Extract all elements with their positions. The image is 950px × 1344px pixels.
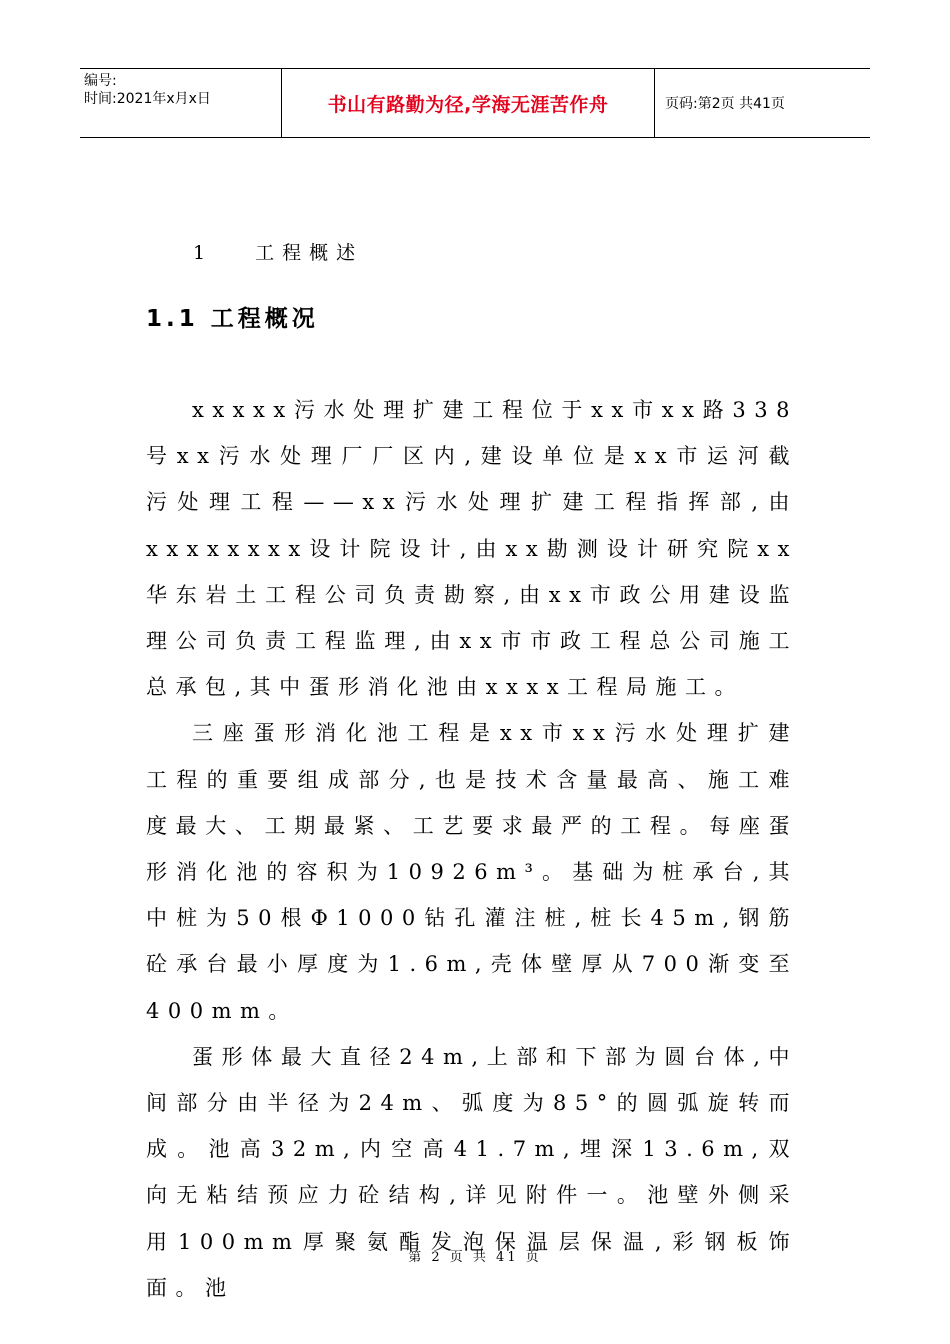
subsection-title: 1.1 工程概况 bbox=[146, 306, 319, 332]
paragraph: 蛋形体最大直径24m,上部和下部为圆台体,中间部分由半径为24m、弧度为85°的圆弧旋转而成。池高32m,内空高41.7m,埋深13.6m,双向无粘结预应力砼结构,详见附件一。池壁外侧采用100mm厚聚氨酯发泡保温层保温,彩钢板饰面。池 bbox=[146, 1044, 798, 1300]
section-title: 工程概述 bbox=[255, 242, 364, 264]
paragraph: 三座蛋形消化池工程是xx市xx污水处理扩建工程的重要组成部分,也是技术含量最高、施工难度最大、工期最紧、工艺要求最严的工程。每座蛋形消化池的容积为10926m³。基础为桩承台,其中桩为50根Φ1000钻孔灌注桩,桩长45m,钢筋砼承台最小厚度为1.6m,壳体壁厚从700渐变至400mm。 bbox=[146, 721, 798, 1023]
body-text bbox=[146, 387, 798, 1311]
header-motto: 书山有路勤为径,学海无涯苦作舟 bbox=[282, 69, 655, 137]
page-header bbox=[80, 68, 870, 138]
document-number-label: 编号: bbox=[84, 73, 117, 89]
section-number: 1 bbox=[193, 242, 214, 264]
section-heading bbox=[193, 238, 363, 265]
header-meta bbox=[80, 69, 282, 137]
header-page-info: 页码:第2页 共41页 bbox=[665, 96, 785, 112]
paragraph: xxxxx污水处理扩建工程位于xx市xx路338号xx污水处理厂厂区内,建设单位是xx市运河截污处理工程——xx污水处理扩建工程指挥部,由xxxxxxxx设计院设计,由xx勘测设计研究院xx华东岩土工程公司负责勘察,由xx市政公用建设监理公司负责工程监理,由xx市市政工程总公司施工总承包,其中蛋形消化池由xxxx工程局施工。 bbox=[146, 398, 798, 700]
page-footer: 第 2 页 共 41 页 bbox=[408, 1250, 542, 1265]
document-date-label: 时间:2021年x月x日 bbox=[84, 91, 211, 107]
